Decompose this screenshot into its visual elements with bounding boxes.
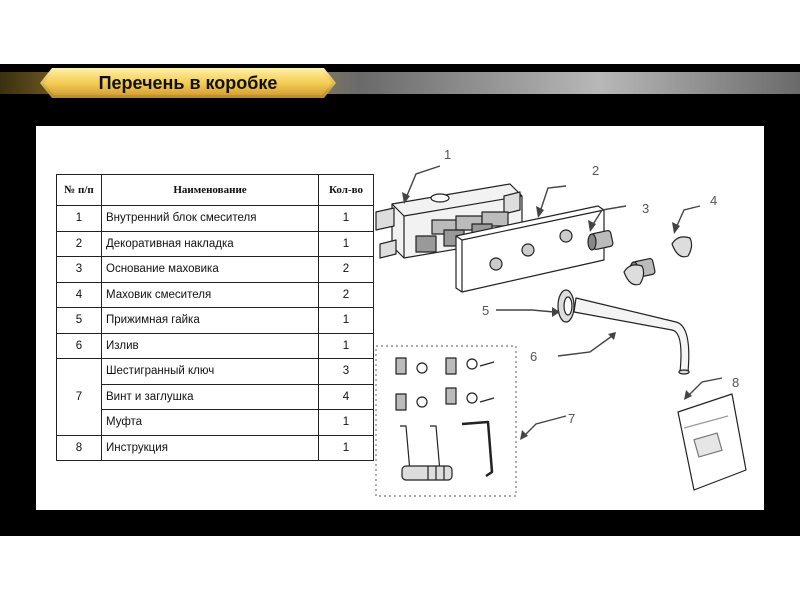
row-quantity: 1 (319, 410, 374, 436)
instruction-booklet (678, 394, 746, 490)
callout-label: 7 (568, 411, 576, 426)
row-number: 4 (57, 282, 102, 308)
row-number: 2 (57, 231, 102, 257)
column-header-quantity: Кол-во (319, 175, 374, 206)
row-quantity: 3 (319, 359, 374, 385)
callout-label: 5 (482, 303, 490, 318)
row-quantity: 1 (319, 308, 374, 334)
row-name: Излив (102, 333, 319, 359)
row-name: Основание маховика (102, 257, 319, 283)
row-quantity: 2 (319, 257, 374, 283)
callout-label: 1 (444, 147, 452, 162)
row-quantity: 1 (319, 435, 374, 461)
row-name: Шестигранный ключ (102, 359, 319, 385)
row-number: 8 (57, 435, 102, 461)
row-quantity: 1 (319, 206, 374, 232)
row-quantity: 4 (319, 384, 374, 410)
page-title: Перечень в коробке (98, 73, 278, 93)
callout-label: 8 (732, 375, 740, 390)
row-quantity: 1 (319, 231, 374, 257)
row-number: 6 (57, 333, 102, 359)
row-name: Внутренний блок смесителя (102, 206, 319, 232)
row-number: 7 (57, 359, 102, 436)
row-number: 5 (57, 308, 102, 334)
callout-label: 2 (592, 163, 600, 178)
spout (574, 298, 689, 374)
callout-label: 6 (530, 349, 538, 364)
mixer-handles (624, 237, 692, 285)
content-panel (36, 126, 764, 510)
lock-nut (558, 290, 574, 322)
row-quantity: 1 (319, 333, 374, 359)
row-quantity: 2 (319, 282, 374, 308)
callout-label: 3 (642, 201, 650, 216)
row-name: Винт и заглушка (102, 384, 319, 410)
exploded-parts-drawing (36, 126, 764, 510)
row-name: Инструкция (102, 435, 319, 461)
row-name: Прижимная гайка (102, 308, 319, 334)
column-header-number: № п/п (57, 175, 102, 206)
row-number: 3 (57, 257, 102, 283)
row-name: Маховик смесителя (102, 282, 319, 308)
column-header-name: Наименование (102, 175, 319, 206)
row-name: Муфта (102, 410, 319, 436)
row-number: 1 (57, 206, 102, 232)
accessory-kit (376, 346, 516, 496)
row-name: Декоративная накладка (102, 231, 319, 257)
callout-label: 4 (710, 193, 718, 208)
